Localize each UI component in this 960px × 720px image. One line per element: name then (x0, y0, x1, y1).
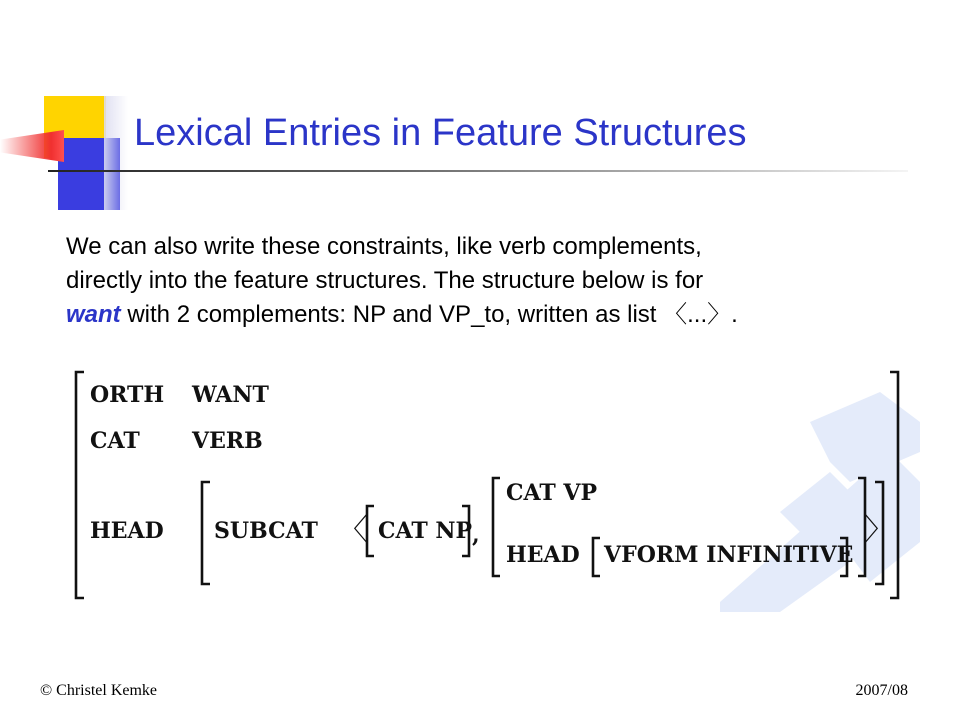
slide-title: Lexical Entries in Feature Structures (134, 112, 747, 154)
subcat-label: SUBCAT (214, 518, 318, 544)
vp-head-label: HEAD (506, 542, 580, 568)
title-underline (48, 170, 908, 172)
body-line-1: We can also write these constraints, like verb complements, (66, 233, 702, 260)
vform-left-bracket (593, 538, 600, 576)
decor-red-streak (0, 130, 64, 162)
emphasized-word: want (66, 301, 121, 328)
vp-left-bracket (493, 478, 500, 576)
cat-label: CAT (90, 428, 140, 454)
body-line-2: directly into the feature structures. The structure below is for (66, 267, 704, 294)
body-paragraph (66, 230, 936, 332)
vp-head-value: VFORM INFINITIVE (604, 542, 854, 568)
head-label: HEAD (90, 518, 164, 544)
outer-right-bracket (890, 372, 898, 598)
np-left-bracket (367, 506, 374, 556)
orth-value: WANT (192, 382, 269, 408)
outer-left-bracket (76, 372, 84, 598)
decor-fade-strip (104, 96, 128, 210)
vp-cat: CAT VP (506, 480, 598, 506)
footer-copyright: © Christel Kemke (40, 682, 158, 699)
feature-structure-matrix (72, 366, 912, 606)
head-left-bracket (202, 482, 210, 584)
footer-date: 2007/08 (855, 682, 908, 699)
body-line-3: with 2 complements: NP and VP_to, written as list 〈...〉. (120, 301, 738, 328)
list-open-bracket: 〈 (338, 513, 368, 548)
list-comma: , (472, 522, 480, 548)
cat-value: VERB (192, 428, 263, 454)
orth-label: ORTH (90, 382, 165, 408)
np-item: CAT NP (378, 518, 473, 544)
list-close-bracket: 〉 (864, 513, 894, 548)
